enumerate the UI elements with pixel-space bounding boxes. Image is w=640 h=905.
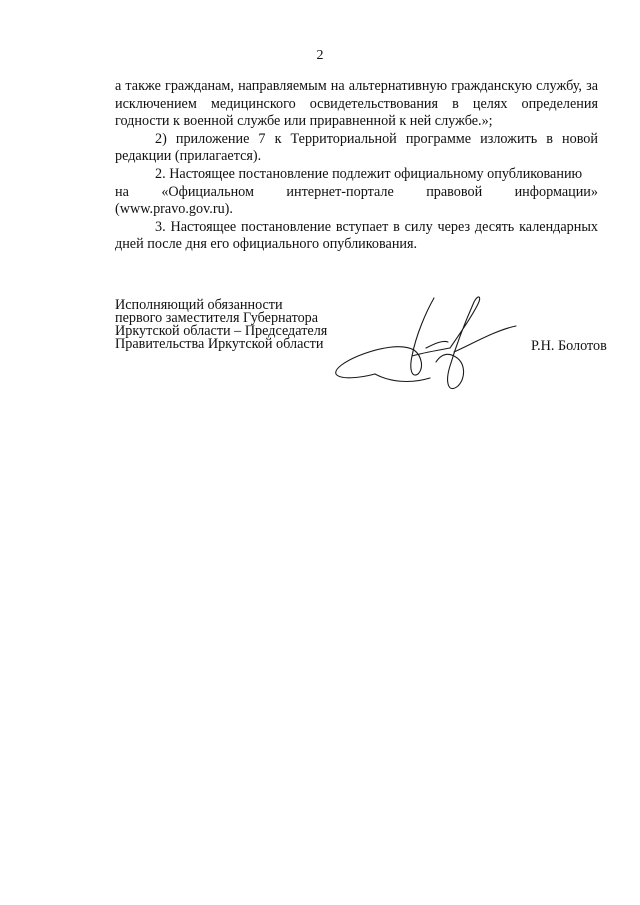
word: правовой [426,183,483,200]
paragraph-publication-url: (www.pravo.gov.ru). [115,201,233,218]
word: интернет-портале [286,183,394,200]
paragraph-effective-date: 3. Настоящее постановление вступает в силу через десять календарных дней после дня его официального опубликования. [115,218,598,253]
paragraph-continuation: а также гражданам, направляемым на альтернативную гражданскую службу, за исключением медицинского освидетельствования в целях определения годности к военной службе или приравненной к ней службе.»; [115,78,598,130]
signer-title-line: Исполняющий обязанности [115,297,283,313]
signer-title-line: Иркутской области – Председателя [115,323,328,339]
signer-title [115,299,327,351]
page-number: 2 [316,48,324,63]
signer-title-line: Правительства Иркутской области [115,336,324,352]
document-body [115,78,598,254]
paragraph-publication-line [115,184,598,202]
word: «Официальном [161,183,254,200]
paragraph-item-2: 2) приложение 7 к Территориальной программе изложить в новой редакции (прилагается). [115,130,598,165]
signer-title-line: первого заместителя Губернатора [115,310,319,326]
signer-name: Р.Н. Болотов [531,338,607,354]
handwritten-signature [330,290,530,400]
paragraph-publication: 2. Настоящее постановление подлежит официальному опубликованию [155,165,583,182]
word: информации» [514,183,598,200]
word: на [115,183,129,200]
